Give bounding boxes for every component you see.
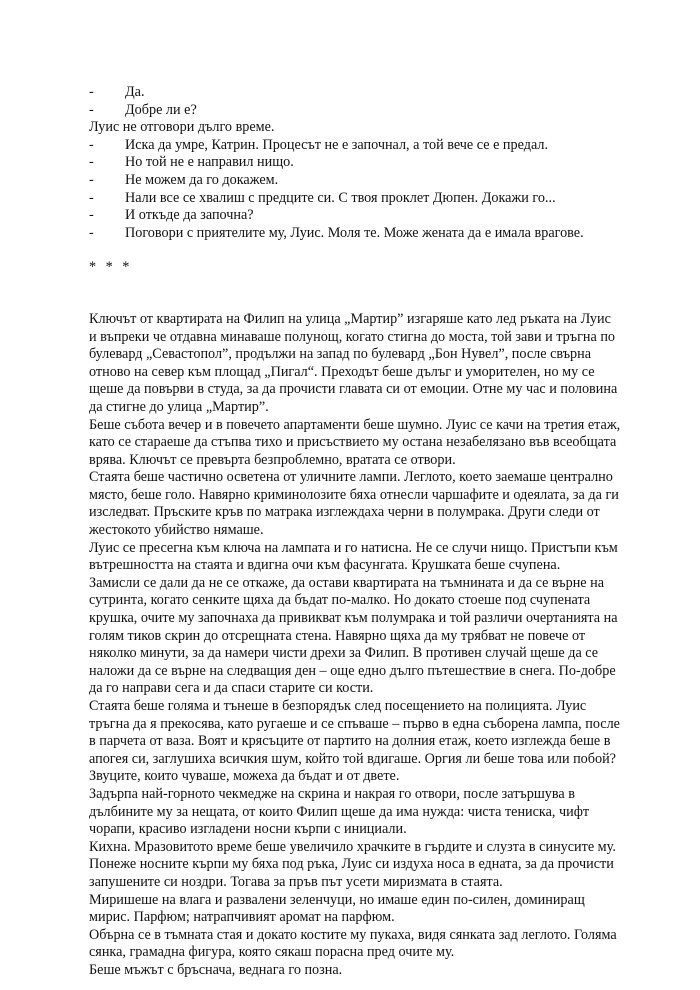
paragraph-line: Стаята беше частично осветена от уличните лампи. Леглото, което заемаше централно xyxy=(89,469,613,486)
paragraph-line: Ключът от квартирата на Филип на улица „Мартир” изгаряше като лед ръката на Луис xyxy=(89,310,611,327)
paragraph-line: чорапи, красиво изгладени носни кърпи с инициали. xyxy=(89,821,407,838)
paragraph-line: щеше да повърви в студа, за да прочисти главата си от емоции. Отне му час и половина xyxy=(89,381,618,398)
paragraph-line: Звуците, които чуваше, можеха да бъдат и от двете. xyxy=(89,768,400,785)
paragraph-line: вътрешността на стаята и вдигна очи към фасунгата. Крушката беше счупена. xyxy=(89,557,561,574)
paragraph xyxy=(89,540,624,575)
dialog-line xyxy=(89,154,624,172)
paragraph-line: Обърна се в тъмната стая и докато костите му пукаха, видя сянката зад леглото. Голяма xyxy=(89,926,617,943)
dialog-dash: - xyxy=(89,224,94,241)
paragraph-line: отново на север към площад „Пигал“. Преходът беше дълъг и уморителен, но му се xyxy=(89,363,595,380)
paragraph xyxy=(89,927,624,962)
paragraph-line: жестокото убийство нямаше. xyxy=(89,522,264,539)
dialog-dash: - xyxy=(89,154,94,171)
dialog-line xyxy=(89,225,624,243)
paragraph-line: Замисли се дали да не се откаже, да остави квартирата на тъмнината и да се върне на xyxy=(89,574,605,591)
paragraph-line: в парчета от ваза. Воят и крясъците от партито на долния етаж, което изглежда беше в xyxy=(89,733,611,750)
dialog-text: Нали все се хвалиш с предците си. С твоя проклет Дюпен. Докажи го... xyxy=(125,189,556,206)
paragraph-line: сянка, грамадна фигура, която сякаш порасна пред очите му. xyxy=(89,944,455,961)
dialog-line xyxy=(89,84,624,102)
paragraph-line: запушените си ноздри. Тогава за пръв път усети миризмата в стаята. xyxy=(89,873,503,890)
dialog-line xyxy=(89,207,624,225)
paragraph xyxy=(89,839,624,892)
dialog-text: И откъде да започна? xyxy=(125,207,254,224)
paragraph-line: няколко минути, за да намери чисти дрехи за Филип. В противен случай щеше да се xyxy=(89,645,599,662)
paragraph-line: Беше мъжът с бръснача, веднага го позна. xyxy=(89,961,343,978)
paragraph-line: Стаята беше голяма и тънеше в безпорядък след посещението на полицията. Луис xyxy=(89,698,587,714)
prose-section xyxy=(89,311,624,980)
paragraph-line: дълбините му за нещата, от които Филип щеше да има нужда: чиста тениска, чифт xyxy=(89,803,590,820)
paragraph xyxy=(89,469,624,539)
dialog-dash: - xyxy=(89,101,94,118)
paragraph xyxy=(89,892,624,927)
dialog-text: Иска да умре, Катрин. Процесът не е започнал, а той вече се е предал. xyxy=(125,136,548,153)
paragraph-line: тръгна да я прекосява, като ругаеше и се спъваше – първо в една съборена лампа, после xyxy=(89,715,620,732)
narration-line: Луис не отговори дълго време. xyxy=(89,119,275,136)
dialog-text: Не можем да го докажем. xyxy=(125,171,279,188)
dialog-line xyxy=(89,172,624,190)
paragraph-line: да го направи сега и да спаси старите си кости. xyxy=(89,680,374,697)
paragraph-line: апогея си, заглушиха всичкия шум, който той вдигаше. Оргия ли беше това или побой? xyxy=(89,750,616,767)
paragraph-line: булевард „Севастопол”, продължи на запад по булевард „Бон Нувел”, после свърна xyxy=(89,346,592,363)
paragraph-line: Кихна. Мразовитото време беше увеличило храчките в гърдите и слузта в синусите му. xyxy=(89,838,616,855)
paragraph xyxy=(89,962,624,980)
page-content xyxy=(89,84,624,980)
dialog-dash: - xyxy=(89,136,94,153)
paragraph-line: като се стараеше да стъпва тихо и присъствието му остана незабелязано във всеобщата xyxy=(89,434,617,451)
paragraph xyxy=(89,417,624,470)
paragraph xyxy=(89,311,624,417)
dialog-dash: - xyxy=(89,171,94,188)
dialog-line xyxy=(89,137,624,155)
paragraph-line: и въпреки че отдавна минаваше полунощ, когато стигна до моста, той зави и тръгна по xyxy=(89,328,616,345)
paragraph-line: Луис се пресегна към ключа на лампата и го натисна. Не се случи нищо. Пристъпи към xyxy=(89,539,618,556)
paragraph-line: Миришеше на влага и развалени зеленчуци, но имаше един по-силен, доминиращ xyxy=(89,891,585,908)
dialog-block-2 xyxy=(89,137,624,243)
dialog-line xyxy=(89,102,624,120)
paragraph-line: Понеже носните кърпи му бяха под ръка, Луис си издуха носа в едната, за да прочисти xyxy=(89,856,614,873)
dialog-text: Да. xyxy=(125,84,145,100)
paragraph-line: врява. Ключът се превърта безпроблемно, вратата се отвори. xyxy=(89,451,456,468)
paragraph xyxy=(89,786,624,839)
paragraph-line: голям тиков скрин до отсрещната стена. Навярно щяха да му трябват не повече от xyxy=(89,627,586,644)
dialog-dash: - xyxy=(89,84,94,100)
dialog-block-1 xyxy=(89,84,624,119)
paragraph-line: изследват. Пръските кръв по матрака изглеждаха черни в полумрака. Други следи от xyxy=(89,504,600,521)
dialog-text: Добре ли е? xyxy=(125,101,197,118)
paragraph xyxy=(89,698,624,786)
paragraph-line: мирис. Парфюм; натрапчивият аромат на парфюм. xyxy=(89,909,395,926)
paragraph-line: наложи да се върне на следващия ден – още едно дълго пътешествие в снега. По-добре xyxy=(89,662,616,679)
dialog-line xyxy=(89,190,624,208)
paragraph-line: Задърпа най-горното чекмедже на скрина и накрая го отвори, после затършува в xyxy=(89,785,575,802)
dialog-text: Но той не е направил нищо. xyxy=(125,154,294,171)
paragraph-line: Беше събота вечер и в повечето апартаменти беше шумно. Луис се качи на третия етаж, xyxy=(89,416,621,433)
paragraph xyxy=(89,575,624,698)
dialog-dash: - xyxy=(89,207,94,224)
dialog-text: Поговори с приятелите му, Луис. Моля те. Може жената да е имала врагове. xyxy=(125,224,584,241)
paragraph-line: крушка, очите му започнаха да привикват към полумрака и той различи очертанията на xyxy=(89,610,618,627)
paragraph-line: да стигне до улица „Мартир”. xyxy=(89,398,269,415)
paragraph-line: сутринта, когато сенките щяха да бъдат по-малко. Но докато стоеше под счупената xyxy=(89,592,591,609)
paragraph-line: място, беше голо. Навярно криминолозите бяха отнесли чаршафите и одеялата, за да ги xyxy=(89,486,619,503)
dialog-dash: - xyxy=(89,189,94,206)
scene-separator: * * * xyxy=(89,259,133,276)
